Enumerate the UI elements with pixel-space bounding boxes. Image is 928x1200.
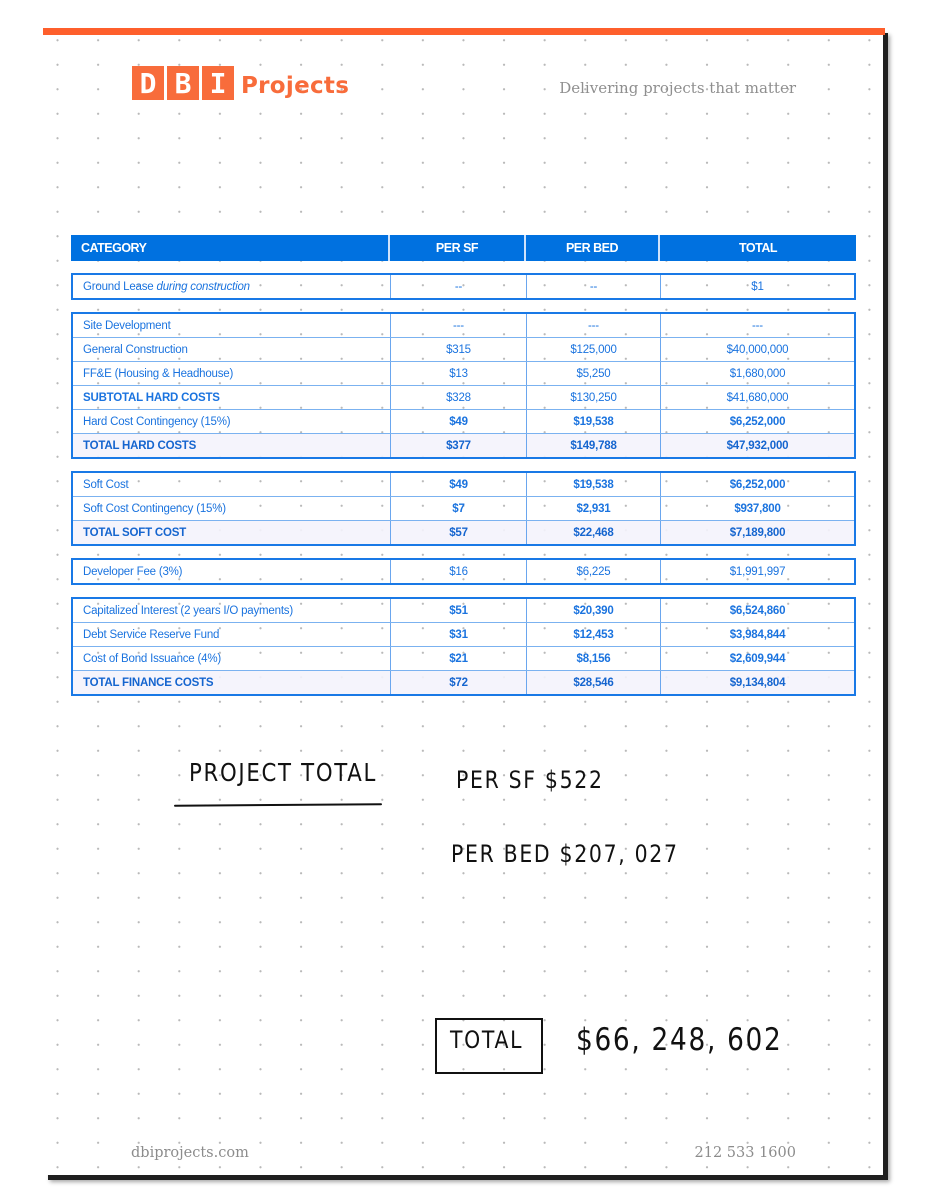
total-row <box>73 670 854 694</box>
row-per-sf: $377 <box>390 434 526 457</box>
table-row <box>73 646 854 670</box>
row-per-bed: $5,250 <box>526 362 660 385</box>
row-total: $41,680,000 <box>660 386 854 409</box>
handwritten-project-total-label: PROJECT TOTAL <box>189 758 378 787</box>
table-row <box>73 314 854 337</box>
table-row <box>73 496 854 520</box>
row-total: $6,252,000 <box>660 473 854 496</box>
table-row <box>73 599 854 622</box>
row-per-bed: $130,250 <box>526 386 660 409</box>
table-row <box>73 361 854 385</box>
document-page <box>43 28 883 1175</box>
row-per-sf: $49 <box>390 473 526 496</box>
logo-mark <box>132 66 234 100</box>
row-per-bed: $125,000 <box>526 338 660 361</box>
table-row <box>73 473 854 496</box>
table-row <box>73 275 854 298</box>
group-soft-costs <box>71 471 856 546</box>
row-total: $3,984,844 <box>660 623 854 646</box>
cost-table <box>71 235 856 696</box>
group-ground-lease <box>71 273 856 300</box>
row-category: Debt Service Reserve Fund <box>83 628 220 641</box>
group-hard-costs <box>71 312 856 459</box>
row-category: SUBTOTAL HARD COSTS <box>83 391 220 404</box>
row-per-bed: $22,468 <box>526 521 660 544</box>
logo-letter-d: D <box>132 66 164 100</box>
row-per-bed: $8,156 <box>526 647 660 670</box>
logo-letter-i: I <box>202 66 234 100</box>
total-row <box>73 433 854 457</box>
orange-top-bar <box>43 28 885 35</box>
header-category: CATEGORY <box>81 241 147 255</box>
group-finance-costs <box>71 597 856 696</box>
handwritten-total-value: $66, 248, 602 <box>576 1022 783 1058</box>
row-category: Hard Cost Contingency (15%) <box>83 415 231 428</box>
row-per-sf: $328 <box>390 386 526 409</box>
logo-letter-b: B <box>167 66 199 100</box>
row-per-bed: $149,788 <box>526 434 660 457</box>
footer-website: dbiprojects.com <box>131 1145 249 1161</box>
row-category: Developer Fee (3%) <box>83 565 183 578</box>
subtotal-row <box>73 385 854 409</box>
total-row <box>73 520 854 544</box>
row-per-sf: $7 <box>390 497 526 520</box>
handwritten-total-label: TOTAL <box>450 1026 524 1054</box>
row-per-sf: $315 <box>390 338 526 361</box>
footer-phone: 212 533 1600 <box>694 1145 796 1161</box>
row-per-bed: $2,931 <box>526 497 660 520</box>
table-row <box>73 409 854 433</box>
row-category: Site Development <box>83 319 171 332</box>
row-category: Ground Lease during construction <box>83 280 250 293</box>
row-category: TOTAL FINANCE COSTS <box>83 676 214 689</box>
handwritten-per-sf: PER SF $522 <box>456 766 604 794</box>
row-total: $47,932,000 <box>660 434 854 457</box>
row-total: $1,991,997 <box>660 560 854 583</box>
table-header <box>71 235 856 261</box>
row-per-sf: $72 <box>390 671 526 694</box>
row-per-bed: $12,453 <box>526 623 660 646</box>
table-row <box>73 560 854 583</box>
row-per-bed: $19,538 <box>526 473 660 496</box>
row-per-bed: $19,538 <box>526 410 660 433</box>
row-per-bed: --- <box>526 314 660 337</box>
row-per-sf: $13 <box>390 362 526 385</box>
row-per-sf: $57 <box>390 521 526 544</box>
row-total: $40,000,000 <box>660 338 854 361</box>
table-row <box>73 337 854 361</box>
row-category: FF&E (Housing & Headhouse) <box>83 367 234 380</box>
table-row <box>73 622 854 646</box>
header-per-bed: PER BED <box>524 235 658 261</box>
dbi-logo <box>132 66 349 100</box>
row-category: Capitalized Interest (2 years I/O payments) <box>83 604 293 617</box>
tagline: Delivering projects that matter <box>559 79 796 97</box>
handwritten-underline <box>174 803 382 806</box>
row-total: $6,252,000 <box>660 410 854 433</box>
row-total: $1 <box>660 275 854 298</box>
handwritten-per-bed: PER BED $207, 027 <box>451 840 679 868</box>
row-category: Cost of Bond Issuance (4%) <box>83 652 221 665</box>
row-per-sf: $49 <box>390 410 526 433</box>
row-category: Soft Cost <box>83 478 129 491</box>
row-category: General Construction <box>83 343 188 356</box>
row-total: $6,524,860 <box>660 599 854 622</box>
row-category: TOTAL HARD COSTS <box>83 439 197 452</box>
logo-wordmark: Projects <box>241 73 350 99</box>
row-total: $7,189,800 <box>660 521 854 544</box>
row-category: TOTAL SOFT COST <box>83 526 187 539</box>
row-per-bed: $6,225 <box>526 560 660 583</box>
row-total: --- <box>660 314 854 337</box>
row-per-bed: -- <box>526 275 660 298</box>
row-per-sf: --- <box>390 314 526 337</box>
row-total: $2,609,944 <box>660 647 854 670</box>
row-total: $1,680,000 <box>660 362 854 385</box>
row-per-sf: $51 <box>390 599 526 622</box>
row-per-sf: -- <box>390 275 526 298</box>
row-category: Soft Cost Contingency (15%) <box>83 502 226 515</box>
row-per-sf: $16 <box>390 560 526 583</box>
row-per-sf: $31 <box>390 623 526 646</box>
group-developer-fee <box>71 558 856 585</box>
row-per-bed: $20,390 <box>526 599 660 622</box>
row-per-sf: $21 <box>390 647 526 670</box>
row-total: $937,800 <box>660 497 854 520</box>
row-total: $9,134,804 <box>660 671 854 694</box>
header-total: TOTAL <box>658 235 856 261</box>
row-per-bed: $28,546 <box>526 671 660 694</box>
header-per-sf: PER SF <box>388 235 524 261</box>
